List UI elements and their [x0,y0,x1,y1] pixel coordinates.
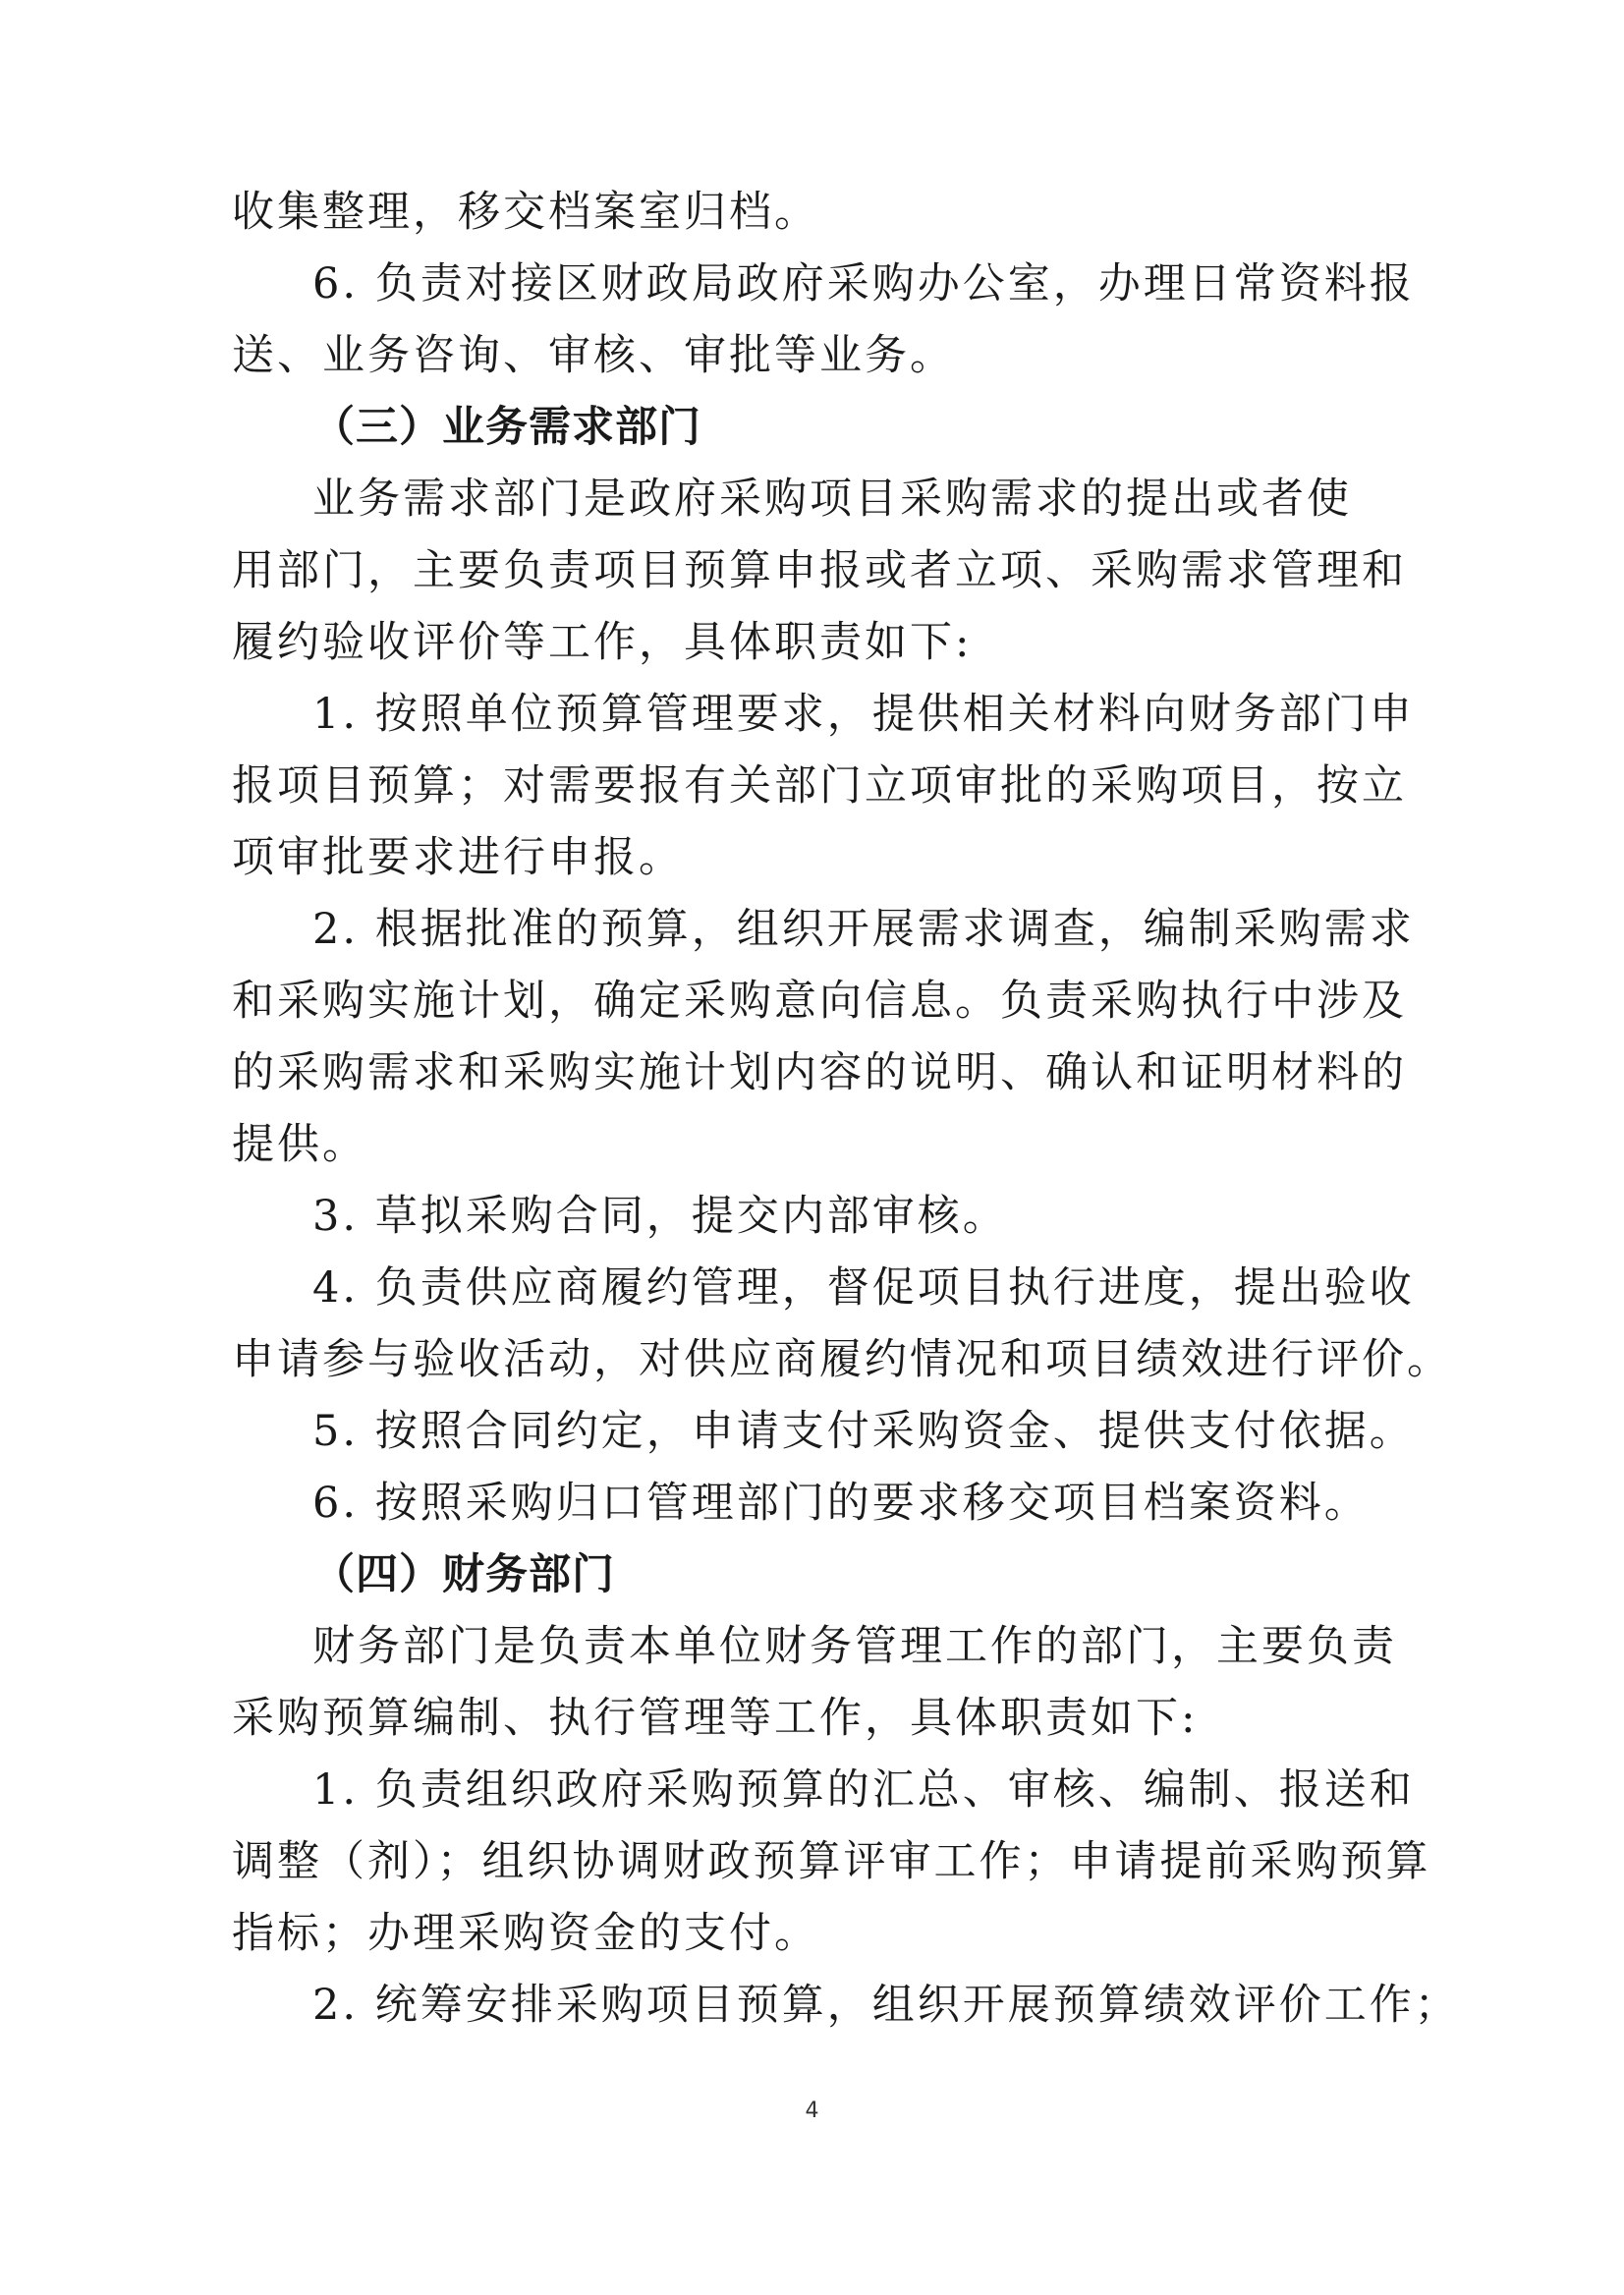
page-number: 4 [805,2099,819,2123]
text-line: 提供。 [232,1120,367,1169]
text-line: 申请参与验收活动，对供应商履约情况和项目绩效进行评价。 [232,1335,1452,1384]
text-line: 5. 按照合同约定，申请支付采购资金、提供支付依据。 [312,1407,1415,1456]
section-heading: （四）财务部门 [312,1550,615,1599]
section-heading: （三）业务需求部门 [312,403,701,452]
text-line: 调整（剂）；组织协调财政预算评审工作；申请提前采购预算 [232,1837,1431,1886]
text-line: 1. 按照单位预算管理要求，提供相关材料向财务部门申 [312,690,1415,739]
text-line: 用部门，主要负责项目预算申报或者立项、采购需求管理和 [232,546,1407,595]
text-line: 送、业务咨询、审核、审批等业务。 [232,331,955,380]
text-line: 收集整理，移交档案室归档。 [232,188,819,237]
text-line: 3. 草拟采购合同，提交内部审核。 [312,1192,1008,1241]
text-line: 采购预算编制、执行管理等工作，具体职责如下: [232,1694,1199,1743]
text-line: 的采购需求和采购实施计划内容的说明、确认和证明材料的 [232,1048,1407,1097]
text-line: 财务部门是负责本单位财务管理工作的部门，主要负责 [312,1622,1397,1671]
text-line: 6. 按照采购归口管理部门的要求移交项目档案资料。 [312,1479,1370,1528]
text-line: 4. 负责供应商履约管理，督促项目执行进度，提出验收 [312,1263,1415,1313]
text-line: 1. 负责组织政府采购预算的汇总、审核、编制、报送和 [312,1765,1415,1815]
text-line: 2. 根据批准的预算，组织开展需求调查，编制采购需求 [312,905,1415,954]
text-line: 6. 负责对接区财政局政府采购办公室，办理日常资料报 [312,259,1415,308]
text-line: 项审批要求进行申报。 [232,833,684,882]
text-line: 指标；办理采购资金的支付。 [232,1909,819,1958]
text-line: 业务需求部门是政府采购项目采购需求的提出或者使 [312,475,1352,524]
text-line: 履约验收评价等工作，具体职责如下: [232,618,973,667]
text-line: 2. 统筹安排采购项目预算，组织开展预算绩效评价工作； [312,1981,1460,2030]
text-line: 和采购实施计划，确定采购意向信息。负责采购执行中涉及 [232,977,1407,1026]
text-line: 报项目预算；对需要报有关部门立项审批的采购项目，按立 [232,761,1407,811]
